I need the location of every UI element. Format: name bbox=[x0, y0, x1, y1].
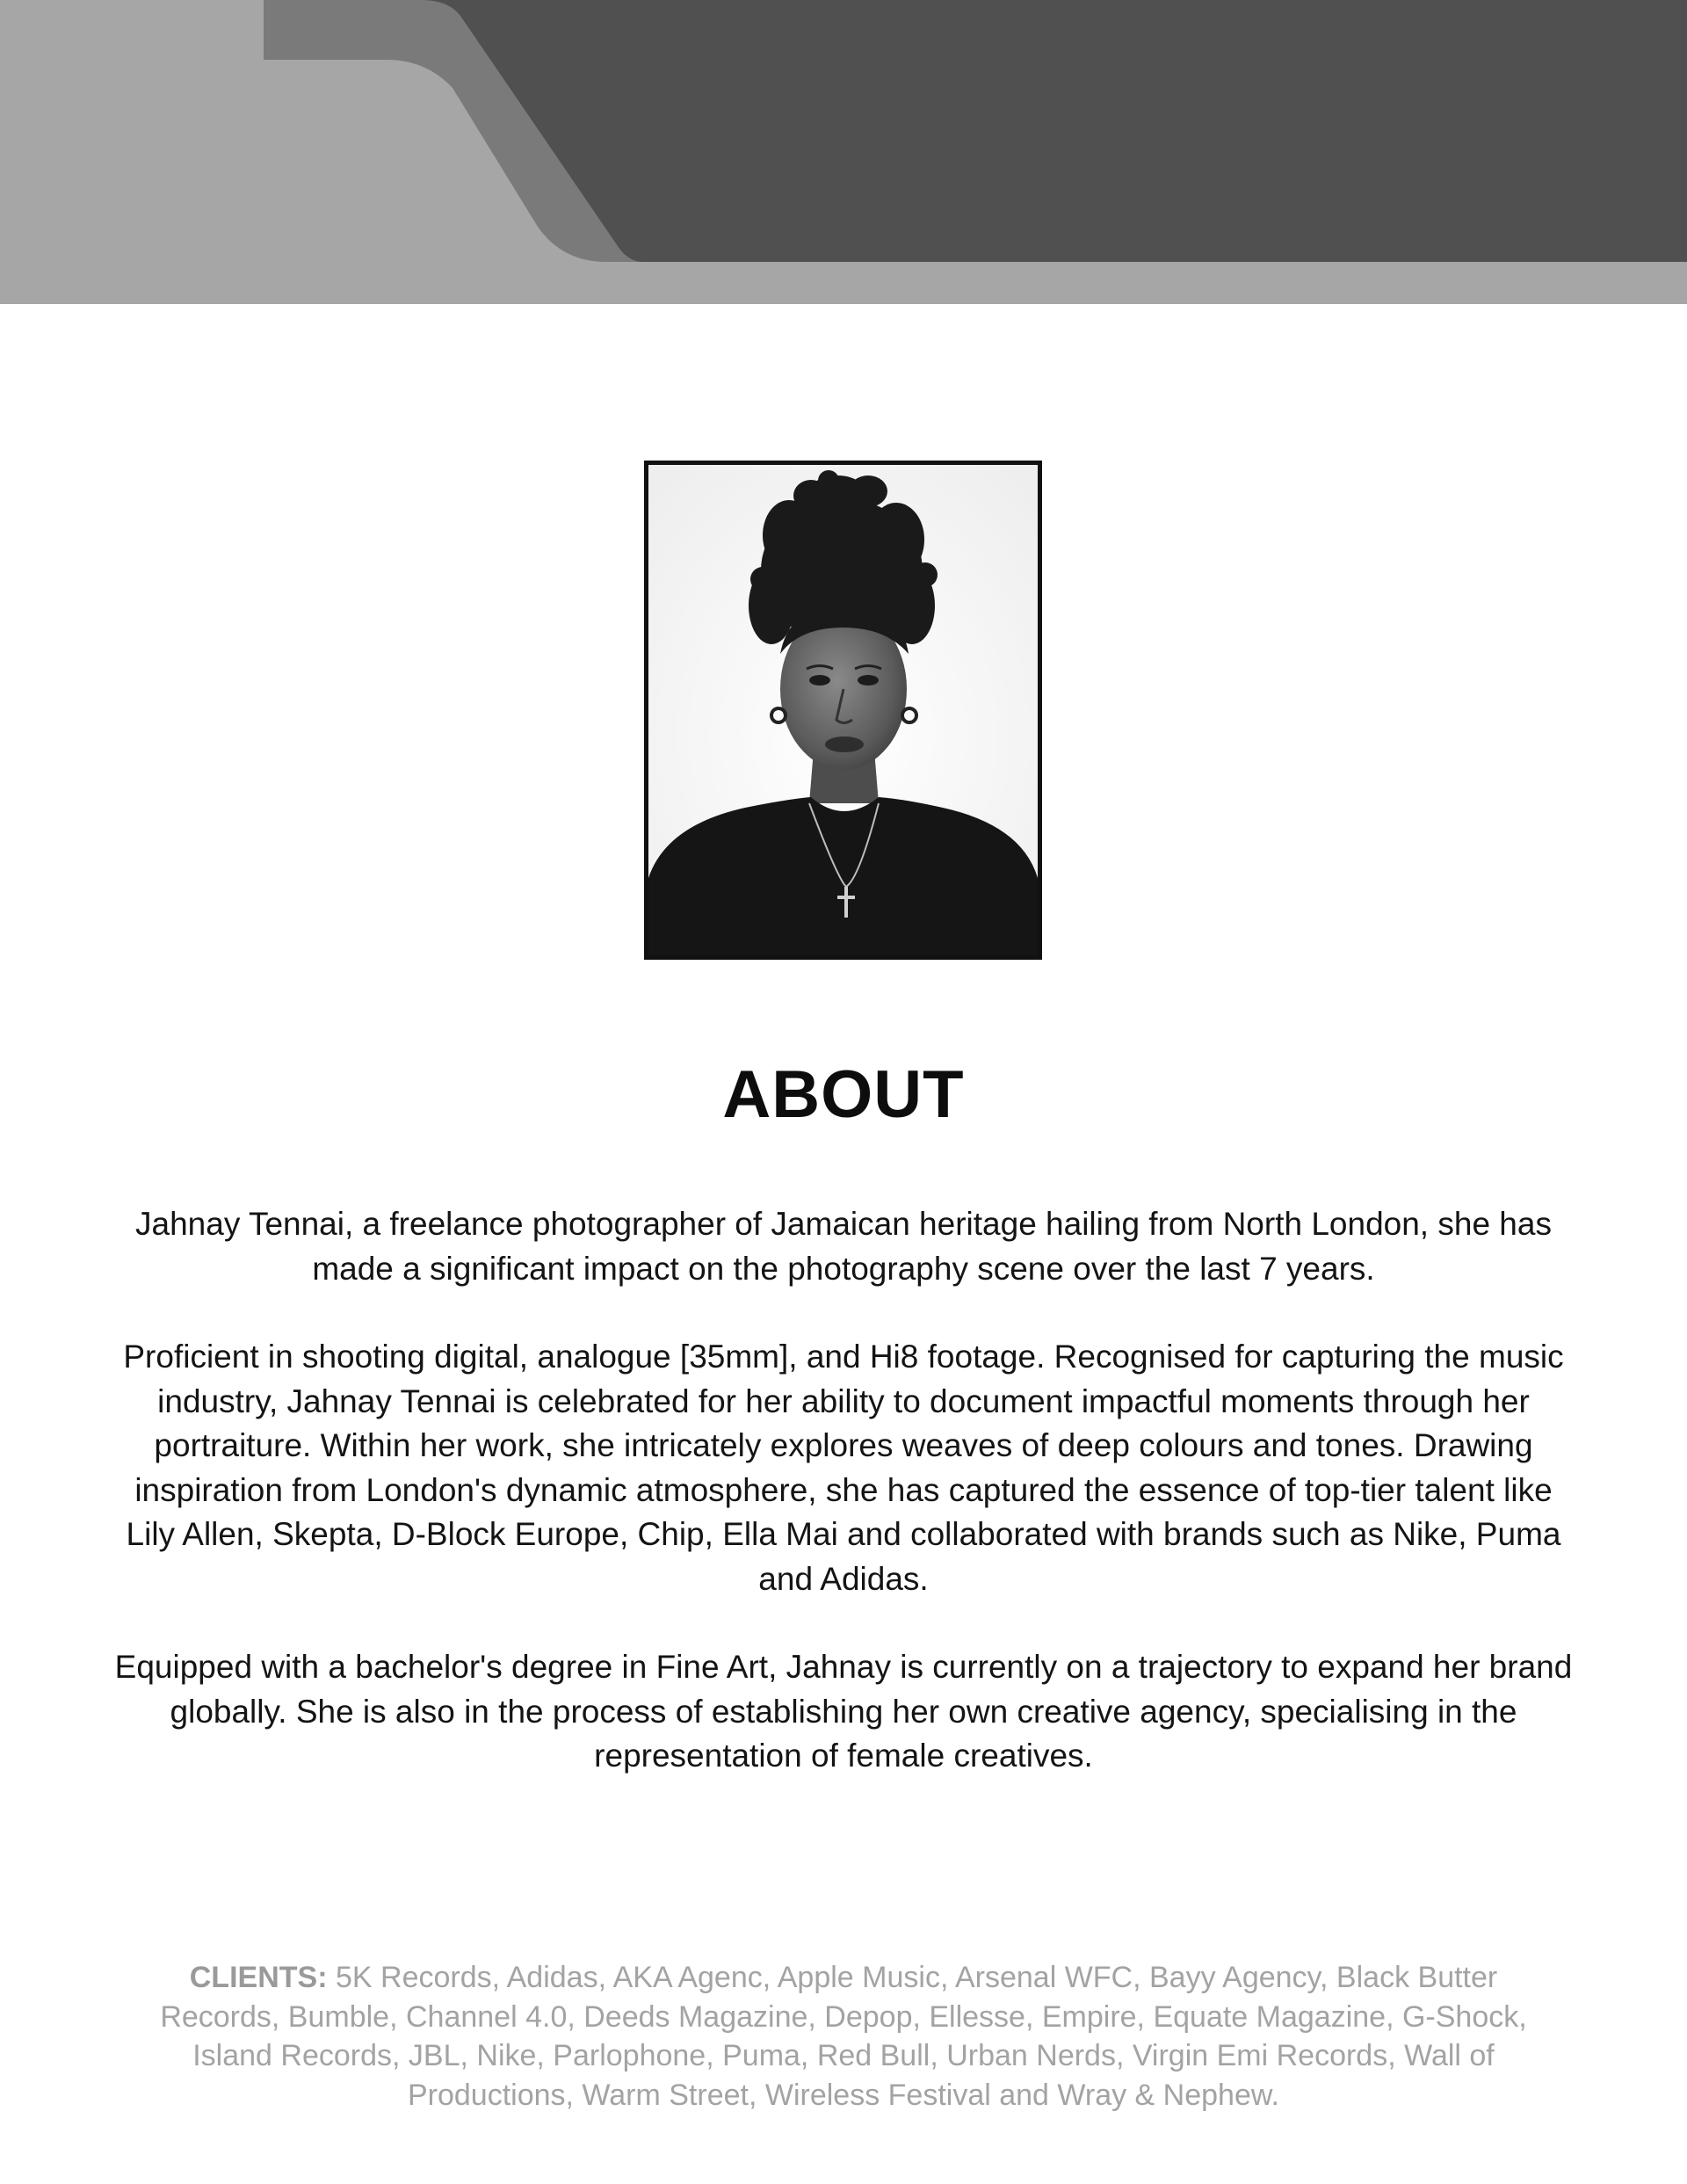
header-shapes bbox=[0, 0, 1687, 304]
header-decorative-band bbox=[0, 0, 1687, 304]
portrait-photo bbox=[644, 461, 1042, 960]
clients-list: 5K Records, Adidas, AKA Agenc, Apple Music, Arsenal WFC, Bayy Agency, Black Butter Records, Bumble, Channel 4.0, Deeds Magazine, Depop, Ellesse, Empire, Equate Magazine, G-Shock, Island Records, JBL, Nike, Parlophone, Puma, Red Bull, Urban Nerds, Virgin Emi Records, Wall of Productions, Warm Street, Wireless Festival and Wray & Nephew. bbox=[160, 1961, 1527, 2112]
person-portrait-icon bbox=[648, 465, 1038, 955]
about-paragraph-2: Proficient in shooting digital, analogue [35mm], and Hi8 footage. Recognised for capturing the music industry, Jahnay Tennai is celebrated for her ability to document impactful moments through her portraiture. Within her work, she intricately explores weaves of deep colours and tones. Drawing inspiration from London's dynamic atmosphere, she has captured the essence of top-tier talent like Lily Allen, Skepta, D-Block Europe, Chip, Ella Mai and collaborated with brands such as Nike, Puma and Adidas. bbox=[123, 1339, 1564, 1597]
about-heading: ABOUT bbox=[722, 1057, 965, 1132]
about-paragraph-1: Jahnay Tennai, a freelance photographer of Jamaican heritage hailing from North London, she has made a significant impact on the photography scene over the last 7 years. bbox=[135, 1206, 1552, 1287]
clients-label: CLIENTS: bbox=[189, 1961, 328, 1994]
clients-section bbox=[141, 1958, 1546, 2115]
about-body bbox=[114, 1202, 1573, 1823]
about-paragraph-3: Equipped with a bachelor's degree in Fine Art, Jahnay is currently on a trajectory to expand her brand globally. She is also in the process of establishing her own creative agency, specialising in the representation of female creatives. bbox=[114, 1649, 1573, 1774]
shirt bbox=[648, 797, 1038, 955]
